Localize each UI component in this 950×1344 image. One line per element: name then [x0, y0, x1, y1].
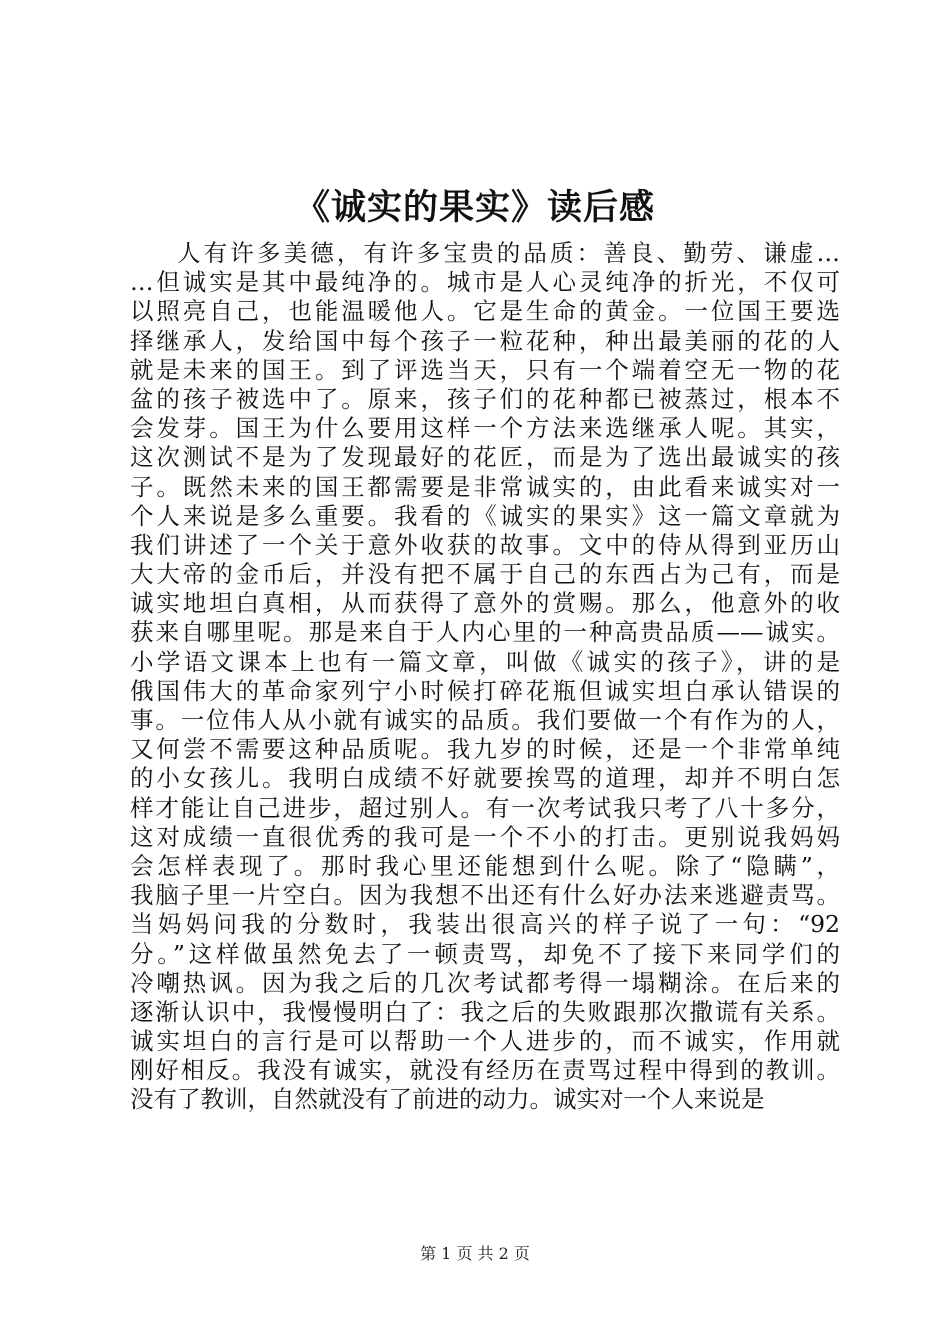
text-line: 人有许多美德，有许多宝贵的品质：善良、勤劳、谦虚…	[177, 239, 840, 267]
text-line: 以照亮自己，也能温暖他人。它是生命的黄金。一位国王要选	[130, 297, 840, 326]
text-line: 当妈妈问我的分数时，我装出很高兴的样子说了一句：“92	[130, 910, 840, 939]
text-line: 样才能让自己进步，超过别人。有一次考试我只考了八十多分，	[130, 793, 840, 822]
text-line: 逐渐认识中，我慢慢明白了：我之后的失败跟那次撒谎有关系。	[130, 997, 840, 1026]
text-line: 俄国伟大的革命家列宁小时候打碎花瓶但诚实坦白承认错误的	[130, 676, 840, 705]
text-line: 刚好相反。我没有诚实，就没有经历在责骂过程中得到的教训。	[130, 1056, 840, 1085]
body-text	[130, 239, 840, 1115]
text-line: 个人来说是多么重要。我看的《诚实的果实》这一篇文章就为	[130, 501, 840, 530]
text-line: 分。”这样做虽然免去了一顿责骂，却免不了接下来同学们的	[130, 939, 840, 968]
text-line: 这次测试不是为了发现最好的花匠，而是为了选出最诚实的孩	[130, 443, 840, 472]
text-line: 我们讲述了一个关于意外收获的故事。文中的侍从得到亚历山	[130, 530, 840, 559]
text-line: 就是未来的国王。到了评选当天，只有一个端着空无一物的花	[130, 355, 840, 384]
text-line: 没有了教训，自然就没有了前进的动力。诚实对一个人来说是	[130, 1085, 765, 1114]
page-title: 《诚实的果实》读后感	[294, 187, 655, 228]
text-line: 大大帝的金币后，并没有把不属于自己的东西占为己有，而是	[130, 560, 840, 589]
text-line: 又何尝不需要这种品质呢。我九岁的时候，还是一个非常单纯	[130, 735, 840, 764]
text-line: 事。一位伟人从小就有诚实的品质。我们要做一个有作为的人，	[130, 706, 840, 734]
text-line: 冷嘲热讽。因为我之后的几次考试都考得一塌糊涂。在后来的	[130, 968, 840, 997]
text-line: 子。既然未来的国王都需要是非常诚实的，由此看来诚实对一	[130, 472, 840, 501]
text-line: …但诚实是其中最纯净的。城市是人心灵纯净的折光，不仅可	[130, 268, 840, 297]
text-line: 获来自哪里呢。那是来自于人内心里的一种高贵品质——诚实。	[130, 618, 840, 647]
text-line: 的小女孩儿。我明白成绩不好就要挨骂的道理，却并不明白怎	[130, 764, 840, 793]
text-line: 我脑子里一片空白。因为我想不出还有什么好办法来逃避责骂。	[130, 881, 840, 910]
text-line: 诚实坦白的言行是可以帮助一个人进步的，而不诚实，作用就	[130, 1027, 840, 1056]
page-footer: 第 1 页 共 2 页	[420, 1244, 530, 1263]
text-line: 盆的孩子被选中了。原来，孩子们的花种都已被蒸过，根本不	[130, 384, 840, 413]
text-line: 会怎样表现了。那时我心里还能想到什么呢。除了“隐瞒”，	[130, 851, 840, 880]
text-line: 择继承人，发给国中每个孩子一粒花种，种出最美丽的花的人	[130, 326, 840, 355]
text-line: 会发芽。国王为什么要用这样一个方法来选继承人呢。其实，	[130, 414, 840, 443]
text-line: 小学语文课本上也有一篇文章，叫做《诚实的孩子》，讲的是	[130, 647, 840, 676]
text-line: 诚实地坦白真相，从而获得了意外的赏赐。那么，他意外的收	[130, 589, 840, 618]
text-line: 这对成绩一直很优秀的我可是一个不小的打击。更别说我妈妈	[130, 822, 840, 851]
